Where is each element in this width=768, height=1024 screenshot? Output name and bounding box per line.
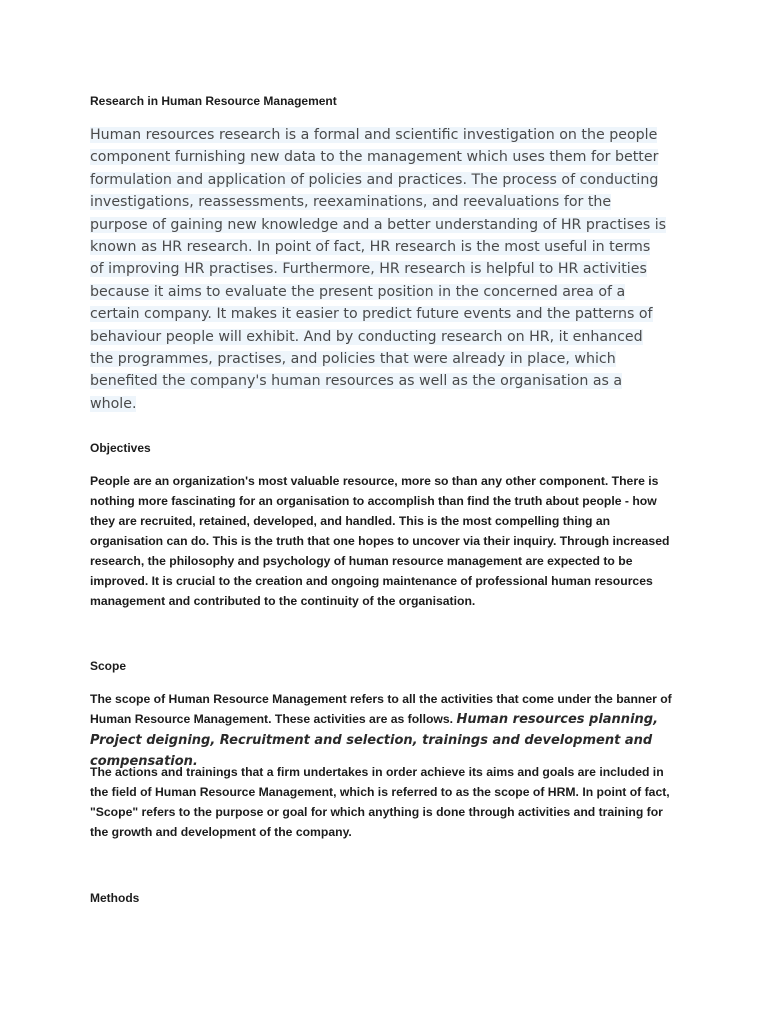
scope-lead-text: The scope of Human Resource Management refers to all the activities that come under the banner of Human Resource Management. These activities are as follows.	[90, 692, 672, 726]
scope-definition-paragraph: The actions and trainings that a firm undertakes in order achieve its aims and goals are included in the field of Human Resource Management, which is referred to as the scope of HRM. In point of fact, "Scope" refers to the purpose or goal for which anything is done through activities and training for the growth and development of the company.	[90, 765, 670, 839]
document-title: Research in Human Resource Management	[90, 94, 337, 108]
intro-paragraph	[90, 124, 668, 415]
objectives-paragraph: People are an organization's most valuable resource, more so than any other component. There is nothing more fascinating for an organisation to accomplish than find the truth about people - how they are recruited, retained, developed, and handled. This is the most compelling thing an organisation can do. This is the truth that one hopes to uncover via their inquiry. Through increased research, the philosophy and psychology of human resource management are expected to be improved. It is crucial to the creation and ongoing maintenance of professional human resources management and contributed to the continuity of the organisation.	[90, 474, 670, 608]
scope-activities-list: Human resources planning, Project deigning, Recruitment and selection, trainings and development and compensation.	[90, 712, 659, 769]
objectives-heading: Objectives	[90, 441, 151, 455]
methods-heading: Methods	[90, 891, 140, 905]
scope-paragraph	[90, 689, 680, 772]
scope-heading: Scope	[90, 659, 127, 673]
intro-text: Human resources research is a formal and scientific investigation on the people component furnishing new data to the management which uses them for better formulation and application of policies and practices. The process of conducting investigations, reassessments, reexaminations, and reevaluations for the purpose of gaining new knowledge and a better understanding of HR practises is known as HR research. In point of fact, HR research is the most useful in terms of improving HR practises. Furthermore, HR research is helpful to HR activities because it aims to evaluate the present position in the concerned area of a certain company. It makes it easier to predict future events and the patterns of behaviour people will exhibit. And by conducting research on HR, it enhanced the programmes, practises, and policies that were already in place, which benefited the company's human resources as well as the organisation as a whole.	[90, 127, 667, 412]
